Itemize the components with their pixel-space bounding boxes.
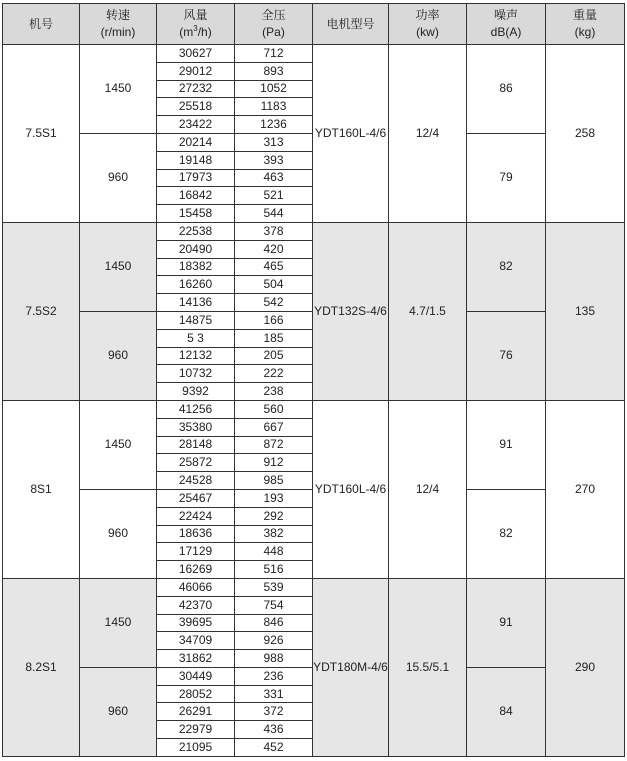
airflow-cell: 42370	[157, 596, 235, 614]
pressure-cell: 1236	[235, 116, 313, 134]
power-cell: 4.7/1.5	[389, 222, 467, 400]
pressure-cell: 542	[235, 294, 313, 312]
airflow-cell: 18636	[157, 525, 235, 543]
airflow-cell: 34709	[157, 632, 235, 650]
power-cell: 12/4	[389, 400, 467, 578]
pressure-cell: 292	[235, 507, 313, 525]
airflow-cell: 22538	[157, 222, 235, 240]
noise-cell: 91	[467, 578, 546, 667]
speed-cell: 960	[80, 133, 157, 222]
table-header	[3, 4, 625, 45]
pressure-cell: 667	[235, 418, 313, 436]
noise-cell: 86	[467, 45, 546, 134]
pressure-cell: 436	[235, 721, 313, 739]
motor-cell: YDT160L-4/6	[313, 45, 389, 223]
airflow-cell: 22424	[157, 507, 235, 525]
table-row	[3, 400, 625, 418]
airflow-cell: 24528	[157, 472, 235, 490]
airflow-cell: 29012	[157, 62, 235, 80]
pressure-cell: 893	[235, 62, 313, 80]
airflow-cell: 14136	[157, 294, 235, 312]
pressure-cell: 1052	[235, 80, 313, 98]
noise-cell: 91	[467, 400, 546, 489]
pressure-cell: 539	[235, 578, 313, 596]
pressure-cell: 382	[235, 525, 313, 543]
pressure-cell: 465	[235, 258, 313, 276]
airflow-cell: 14875	[157, 311, 235, 329]
pressure-cell: 448	[235, 543, 313, 561]
power-cell: 15.5/5.1	[389, 578, 467, 756]
model-cell: 8.2S1	[3, 578, 80, 756]
table-row	[3, 578, 625, 596]
pressure-cell: 754	[235, 596, 313, 614]
model-cell: 7.5S1	[3, 45, 80, 223]
airflow-cell: 19148	[157, 151, 235, 169]
speed-cell: 1450	[80, 578, 157, 667]
noise-cell: 79	[467, 133, 546, 222]
weight-cell: 270	[546, 400, 625, 578]
airflow-cell: 18382	[157, 258, 235, 276]
airflow-cell: 41256	[157, 400, 235, 418]
pressure-cell: 872	[235, 436, 313, 454]
airflow-cell: 28148	[157, 436, 235, 454]
airflow-cell: 22979	[157, 721, 235, 739]
pressure-cell: 238	[235, 383, 313, 401]
pressure-cell: 463	[235, 169, 313, 187]
header-model: 机号	[3, 4, 80, 45]
noise-cell: 82	[467, 222, 546, 311]
pressure-cell: 926	[235, 632, 313, 650]
airflow-cell: 20490	[157, 240, 235, 258]
pressure-cell: 331	[235, 685, 313, 703]
airflow-cell: 16842	[157, 187, 235, 205]
pressure-cell: 504	[235, 276, 313, 294]
pressure-cell: 452	[235, 739, 313, 757]
fan-spec-table	[2, 3, 625, 757]
airflow-cell: 16260	[157, 276, 235, 294]
weight-cell: 290	[546, 578, 625, 756]
pressure-cell: 378	[235, 222, 313, 240]
motor-cell: YDT180M-4/6	[313, 578, 389, 756]
pressure-cell: 988	[235, 650, 313, 668]
pressure-cell: 372	[235, 703, 313, 721]
pressure-cell: 185	[235, 329, 313, 347]
airflow-cell: 46066	[157, 578, 235, 596]
speed-cell: 1450	[80, 45, 157, 134]
weight-cell: 258	[546, 45, 625, 223]
power-cell: 12/4	[389, 45, 467, 223]
motor-cell: YDT160L-4/6	[313, 400, 389, 578]
pressure-cell: 166	[235, 311, 313, 329]
pressure-cell: 712	[235, 45, 313, 63]
pressure-cell: 1183	[235, 98, 313, 116]
airflow-cell: 21095	[157, 739, 235, 757]
speed-cell: 1450	[80, 400, 157, 489]
model-cell: 7.5S2	[3, 222, 80, 400]
airflow-cell: 30627	[157, 45, 235, 63]
header-motor: 电机型号	[313, 4, 389, 45]
pressure-cell: 985	[235, 472, 313, 490]
airflow-cell: 9392	[157, 383, 235, 401]
airflow-cell: 31862	[157, 650, 235, 668]
airflow-cell: 30449	[157, 667, 235, 685]
table-row	[3, 45, 625, 63]
noise-cell: 84	[467, 667, 546, 756]
header-airflow: 风量 $(m^3/h)$	[157, 4, 235, 45]
noise-cell: 82	[467, 489, 546, 578]
airflow-cell: 17973	[157, 169, 235, 187]
pressure-cell: 236	[235, 667, 313, 685]
header-weight: 重量 (kg)	[546, 4, 625, 45]
pressure-cell: 544	[235, 205, 313, 223]
speed-cell: 960	[80, 311, 157, 400]
header-power: 功率 (kw)	[389, 4, 467, 45]
model-cell: 8S1	[3, 400, 80, 578]
pressure-cell: 313	[235, 133, 313, 151]
pressure-cell: 193	[235, 489, 313, 507]
speed-cell: 1450	[80, 222, 157, 311]
pressure-cell: 846	[235, 614, 313, 632]
pressure-cell: 912	[235, 454, 313, 472]
motor-cell: YDT132S-4/6	[313, 222, 389, 400]
pressure-cell: 205	[235, 347, 313, 365]
airflow-cell: 10732	[157, 365, 235, 383]
pressure-cell: 393	[235, 151, 313, 169]
airflow-cell: 26291	[157, 703, 235, 721]
noise-cell: 76	[467, 311, 546, 400]
header-pressure: 全压 (Pa)	[235, 4, 313, 45]
airflow-cell: 5 3	[157, 329, 235, 347]
airflow-cell: 25467	[157, 489, 235, 507]
airflow-cell: 39695	[157, 614, 235, 632]
airflow-cell: 28052	[157, 685, 235, 703]
speed-cell: 960	[80, 667, 157, 756]
airflow-cell: 25518	[157, 98, 235, 116]
pressure-cell: 420	[235, 240, 313, 258]
weight-cell: 135	[546, 222, 625, 400]
airflow-cell: 25872	[157, 454, 235, 472]
airflow-cell: 15458	[157, 205, 235, 223]
header-noise: 噪声 dB(A)	[467, 4, 546, 45]
airflow-cell: 17129	[157, 543, 235, 561]
airflow-cell: 35380	[157, 418, 235, 436]
airflow-cell: 20214	[157, 133, 235, 151]
header-speed: 转速 (r/min)	[80, 4, 157, 45]
airflow-cell: 16269	[157, 561, 235, 579]
airflow-cell: 12132	[157, 347, 235, 365]
speed-cell: 960	[80, 489, 157, 578]
pressure-cell: 222	[235, 365, 313, 383]
header-row	[3, 4, 625, 45]
table-row	[3, 222, 625, 240]
pressure-cell: 521	[235, 187, 313, 205]
pressure-cell: 516	[235, 561, 313, 579]
airflow-cell: 27232	[157, 80, 235, 98]
airflow-cell: 23422	[157, 116, 235, 134]
table-body	[3, 45, 625, 757]
pressure-cell: 560	[235, 400, 313, 418]
